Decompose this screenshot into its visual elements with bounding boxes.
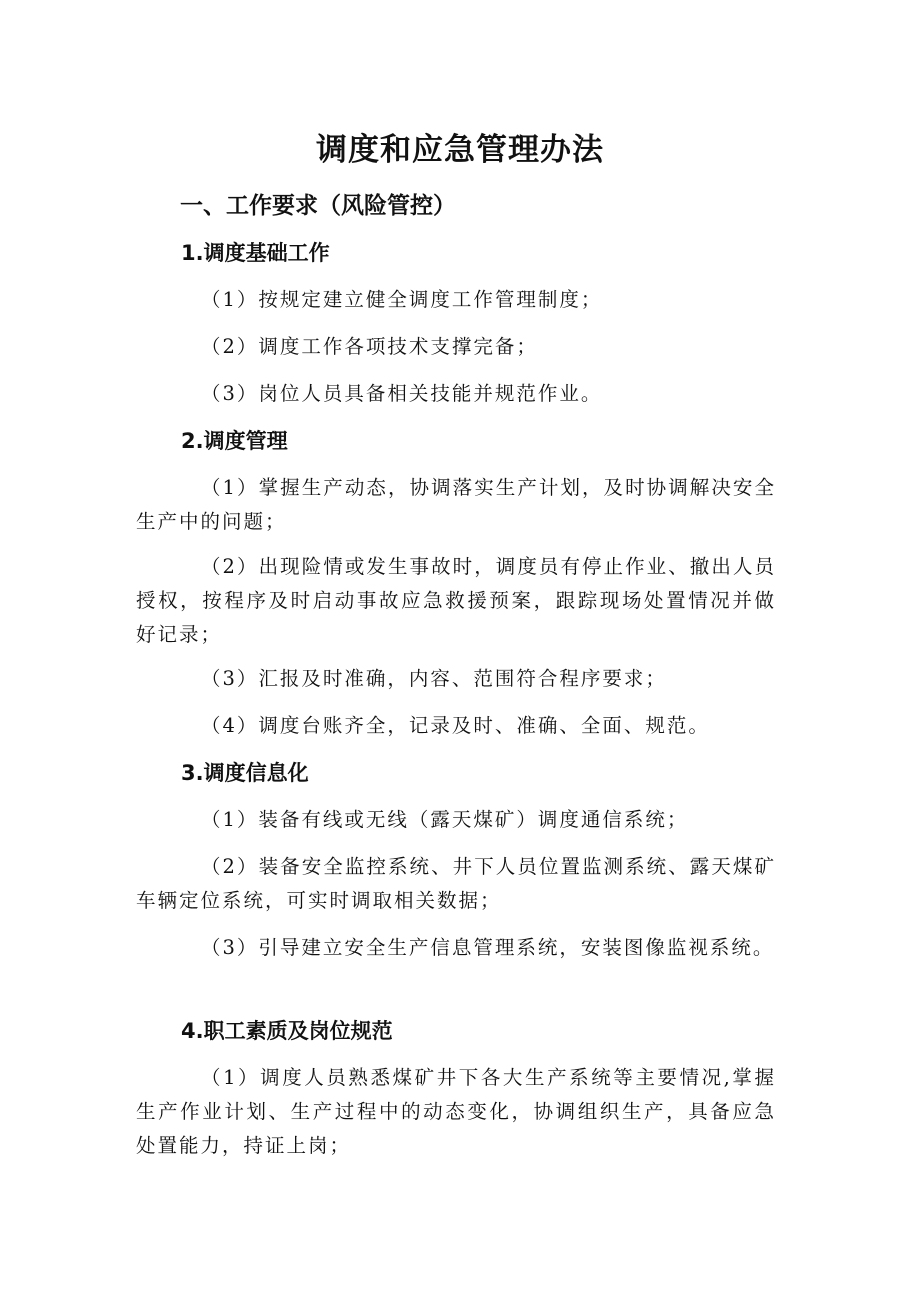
subsection-heading-dispatch-basics: 1.调度基础工作 bbox=[181, 241, 330, 265]
list-item: （3）汇报及时准确，内容、范围符合程序要求； bbox=[201, 667, 667, 690]
list-item: （1）装备有线或无线（露天煤矿）调度通信系统； bbox=[201, 808, 689, 831]
list-item: （2）装备安全监控系统、井下人员位置监测系统、露天煤矿车辆定位系统，可实时调取相关数据； bbox=[136, 855, 776, 912]
subsection-heading-dispatch-management: 2.调度管理 bbox=[181, 429, 288, 453]
subsection-heading-dispatch-informatization: 3.调度信息化 bbox=[181, 761, 309, 785]
list-item: （3）引导建立安全生产信息管理系统，安装图像监视系统。 bbox=[201, 936, 775, 959]
list-item: （1）掌握生产动态，协调落实生产计划，及时协调解决安全生产中的问题； bbox=[136, 476, 776, 533]
list-item: （3）岗位人员具备相关技能并规范作业。 bbox=[201, 382, 603, 405]
list-item: （4）调度台账齐全，记录及时、准确、全面、规范。 bbox=[201, 714, 710, 737]
list-item: （1）调度人员熟悉煤矿井下各大生产系统等主要情况,掌握生产作业计划、生产过程中的动态变化，协调组织生产，具备应急处置能力，持证上岗； bbox=[136, 1066, 776, 1157]
list-item: （2）调度工作各项技术支撑完备； bbox=[201, 335, 538, 358]
list-item: （2）出现险情或发生事故时，调度员有停止作业、撤出人员授权，按程序及时启动事故应急救援预案，跟踪现场处置情况并做好记录； bbox=[136, 555, 776, 646]
list-item: （1）按规定建立健全调度工作管理制度； bbox=[201, 288, 603, 311]
subsection-heading-staff-quality: 4.职工素质及岗位规范 bbox=[181, 1019, 393, 1043]
section-heading-work-requirements: 一、工作要求（风险管控） bbox=[180, 193, 456, 219]
document-title: 调度和应急管理办法 bbox=[316, 132, 604, 168]
